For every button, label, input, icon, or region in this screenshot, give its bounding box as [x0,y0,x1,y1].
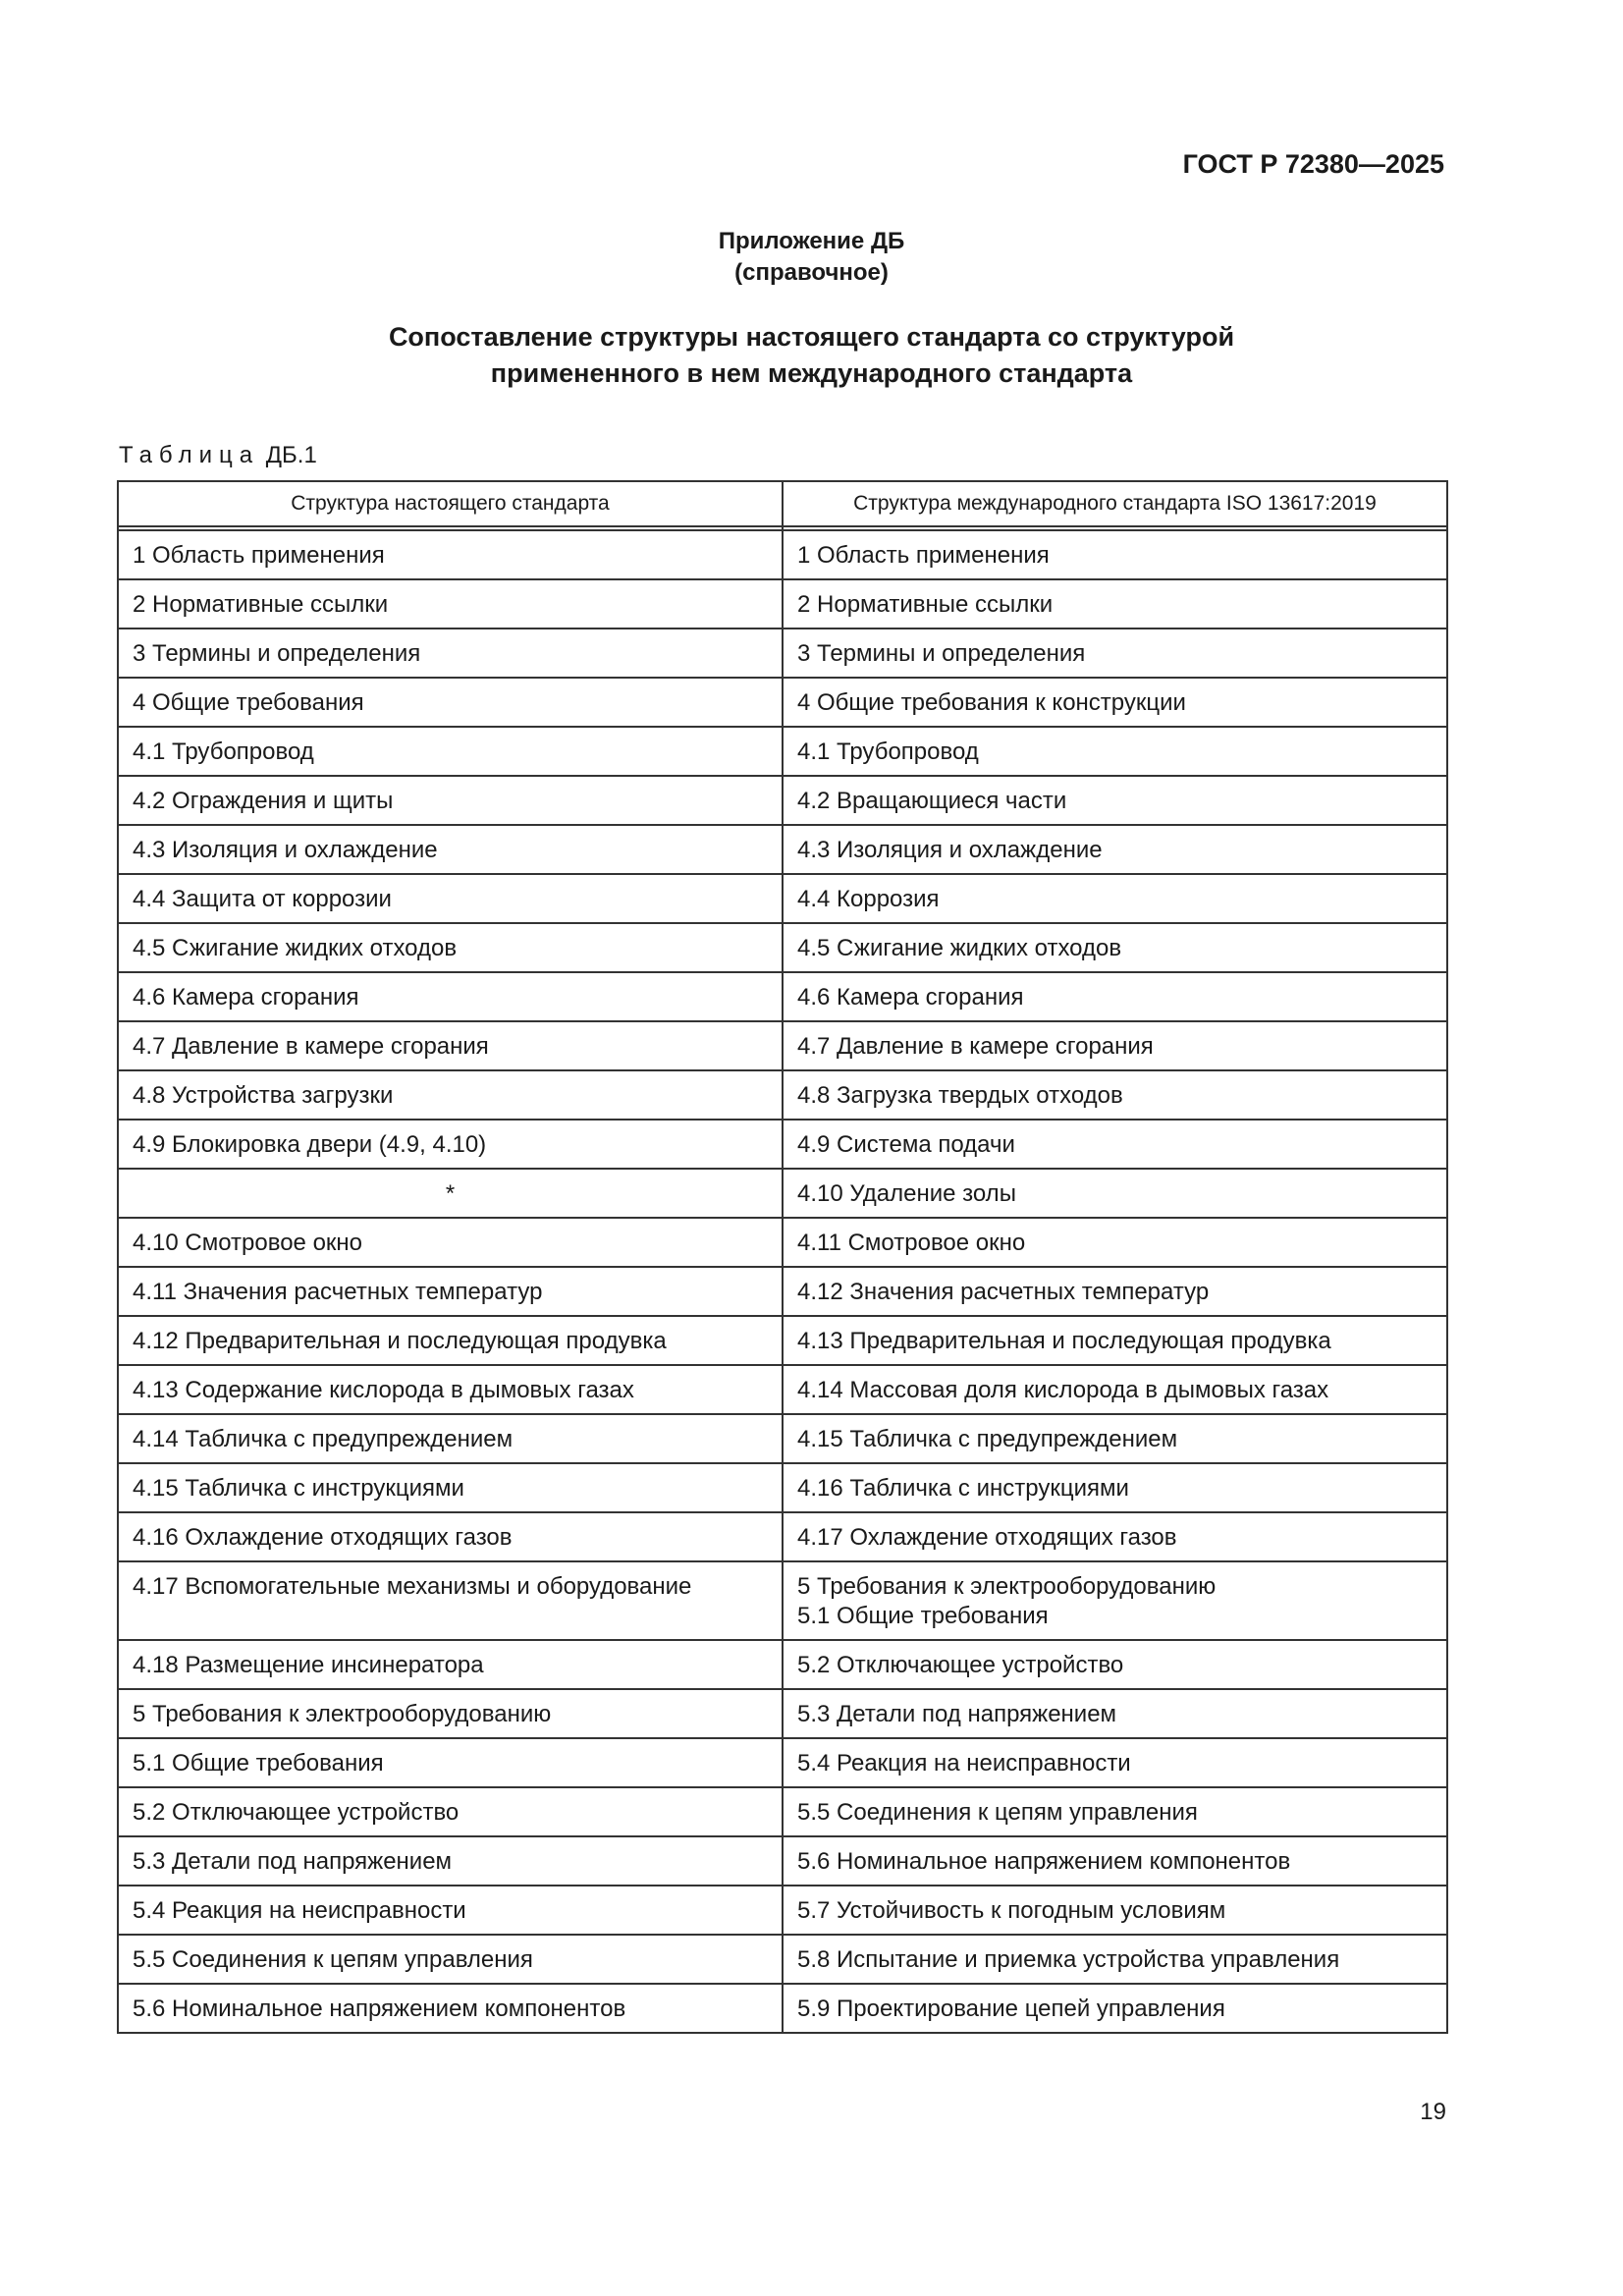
table-row [118,727,1447,776]
international-standard-cell: 5.8 Испытание и приемка устройства управления [783,1935,1447,1984]
international-standard-line: 5 Требования к электрооборудованию [797,1573,1217,1600]
table-label [119,442,317,469]
international-standard-cell: 4.2 Вращающиеся части [783,776,1447,825]
current-standard-cell: 4.2 Ограждения и щиты [118,776,783,825]
table-row [118,1836,1447,1886]
international-standard-line: 5.1 Общие требования [797,1603,1049,1629]
current-standard-cell: 4.1 Трубопровод [118,727,783,776]
table-header-cell: Структура международного стандарта ISO 13617:2019 [783,481,1447,526]
current-standard-cell: 5.6 Номинальное напряжением компонентов [118,1984,783,2033]
international-standard-cell: 5.4 Реакция на неисправности [783,1738,1447,1787]
table-row [118,1021,1447,1070]
international-standard-cell: 4.10 Удаление золы [783,1169,1447,1218]
international-standard-cell: 5.9 Проектирование цепей управления [783,1984,1447,2033]
current-standard-cell: 5.2 Отключающее устройство [118,1787,783,1836]
international-standard-cell: 4.1 Трубопровод [783,727,1447,776]
table-row [118,1640,1447,1689]
current-standard-cell: 1 Область применения [118,530,783,579]
table-row [118,1365,1447,1414]
international-standard-cell: 4.13 Предварительная и последующая продувка [783,1316,1447,1365]
table-row [118,972,1447,1021]
table-row [118,874,1447,923]
appendix-title: Приложение ДБ [718,228,905,254]
table-row [118,629,1447,678]
international-standard-cell: 4.14 Массовая доля кислорода в дымовых газах [783,1365,1447,1414]
table-row [118,1886,1447,1935]
table-row [118,678,1447,727]
current-standard-cell: 4.11 Значения расчетных температур [118,1267,783,1316]
current-standard-cell: 5.1 Общие требования [118,1738,783,1787]
international-standard-cell: 4.7 Давление в камере сгорания [783,1021,1447,1070]
table-label-number: ДБ.1 [265,442,317,468]
current-standard-cell: 4 Общие требования [118,678,783,727]
international-standard-cell: 4.9 Система подачи [783,1120,1447,1169]
current-standard-cell: 5.5 Соединения к цепям управления [118,1935,783,1984]
current-standard-cell: * [118,1169,783,1218]
international-standard-cell: 4.12 Значения расчетных температур [783,1267,1447,1316]
international-standard-cell: 4.6 Камера сгорания [783,972,1447,1021]
table-row [118,1984,1447,2033]
current-standard-cell: 4.7 Давление в камере сгорания [118,1021,783,1070]
section-title [0,319,1623,392]
appendix-status: (справочное) [734,259,889,286]
current-standard-cell: 4.3 Изоляция и охлаждение [118,825,783,874]
international-standard-cell: 4.4 Коррозия [783,874,1447,923]
table-row [118,1169,1447,1218]
table-row [118,1787,1447,1836]
table-row [118,1316,1447,1365]
table-header-cell: Структура настоящего стандарта [118,481,783,526]
page-number: 19 [1420,2099,1446,2125]
table-label-word: Таблица [119,442,260,468]
table-row [118,1512,1447,1561]
international-standard-cell: 5.2 Отключающее устройство [783,1640,1447,1689]
current-standard-cell: 5.3 Детали под напряжением [118,1836,783,1886]
table-row [118,1561,1447,1640]
table-row [118,1689,1447,1738]
international-standard-cell: 2 Нормативные ссылки [783,579,1447,629]
table-row [118,530,1447,579]
current-standard-cell: 4.8 Устройства загрузки [118,1070,783,1120]
table-row [118,825,1447,874]
table-row [118,923,1447,972]
table-body [118,526,1447,2033]
international-standard-cell: 5.5 Соединения к цепям управления [783,1787,1447,1836]
international-standard-cell: 4.16 Табличка с инструкциями [783,1463,1447,1512]
current-standard-cell: 4.5 Сжигание жидких отходов [118,923,783,972]
section-title-line1: Сопоставление структуры настоящего стандарта со структурой [388,322,1235,352]
current-standard-cell: 4.4 Защита от коррозии [118,874,783,923]
current-standard-cell: 4.9 Блокировка двери (4.9, 4.10) [118,1120,783,1169]
current-standard-cell: 5 Требования к электрооборудованию [118,1689,783,1738]
table-header-row [118,481,1447,526]
table-row [118,1738,1447,1787]
current-standard-cell: 4.6 Камера сгорания [118,972,783,1021]
table-row [118,1414,1447,1463]
current-standard-cell: 3 Термины и определения [118,629,783,678]
current-standard-cell: 2 Нормативные ссылки [118,579,783,629]
section-title-line2: примененного в нем международного стандарта [490,358,1133,388]
international-standard-cell: 4.15 Табличка с предупреждением [783,1414,1447,1463]
current-standard-cell: 4.16 Охлаждение отходящих газов [118,1512,783,1561]
current-standard-cell: 4.14 Табличка с предупреждением [118,1414,783,1463]
table-row [118,1070,1447,1120]
current-standard-cell: 4.18 Размещение инсинератора [118,1640,783,1689]
comparison-table [117,480,1448,2034]
international-standard-cell: 1 Область применения [783,530,1447,579]
document-code: ГОСТ Р 72380—2025 [1182,149,1444,179]
table-row [118,1463,1447,1512]
table-row [118,1120,1447,1169]
current-standard-cell: 4.12 Предварительная и последующая продувка [118,1316,783,1365]
table-row [118,1267,1447,1316]
international-standard-cell: 5.7 Устойчивость к погодным условиям [783,1886,1447,1935]
current-standard-cell: 4.15 Табличка с инструкциями [118,1463,783,1512]
international-standard-cell [783,1561,1447,1640]
international-standard-cell: 5.6 Номинальное напряжением компонентов [783,1836,1447,1886]
international-standard-cell: 4.11 Смотровое окно [783,1218,1447,1267]
current-standard-cell: 5.4 Реакция на неисправности [118,1886,783,1935]
international-standard-cell: 4.17 Охлаждение отходящих газов [783,1512,1447,1561]
table-row [118,1218,1447,1267]
current-standard-cell: 4.13 Содержание кислорода в дымовых газах [118,1365,783,1414]
international-standard-cell: 4.8 Загрузка твердых отходов [783,1070,1447,1120]
international-standard-cell: 4.5 Сжигание жидких отходов [783,923,1447,972]
international-standard-cell: 4 Общие требования к конструкции [783,678,1447,727]
international-standard-cell: 4.3 Изоляция и охлаждение [783,825,1447,874]
international-standard-cell: 3 Термины и определения [783,629,1447,678]
current-standard-cell: 4.17 Вспомогательные механизмы и оборудование [118,1561,783,1640]
table-row [118,776,1447,825]
international-standard-cell: 5.3 Детали под напряжением [783,1689,1447,1738]
table-row [118,579,1447,629]
current-standard-cell: 4.10 Смотровое окно [118,1218,783,1267]
table-row [118,1935,1447,1984]
